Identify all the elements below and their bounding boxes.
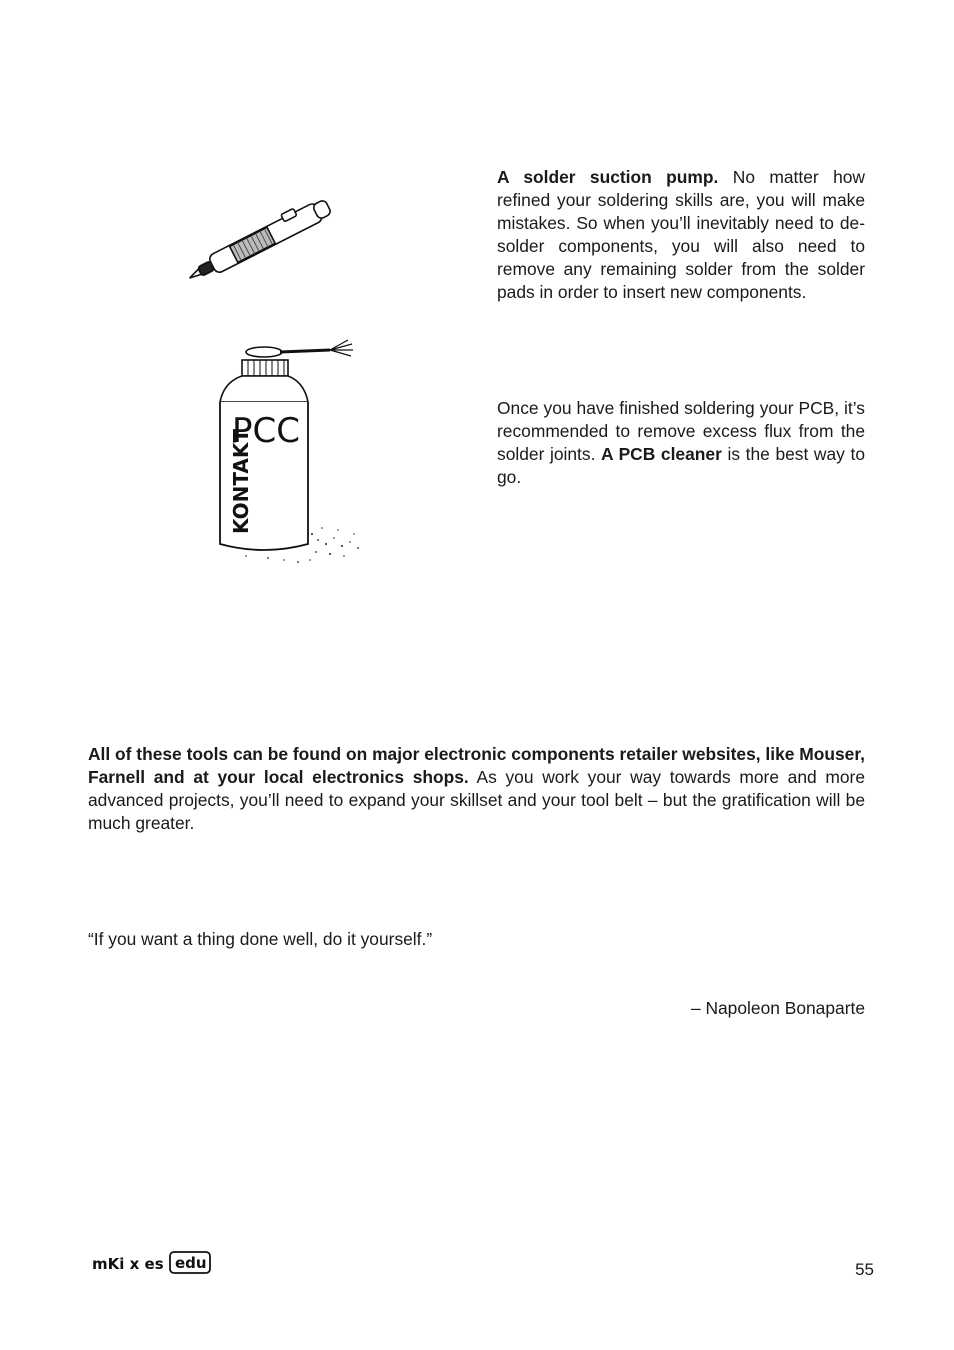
solder-pump-heading: A solder suction pump. bbox=[497, 167, 719, 187]
solder-pump-paragraph bbox=[497, 166, 865, 304]
footer-logo bbox=[92, 1250, 214, 1276]
pcb-cleaner-paragraph bbox=[497, 397, 865, 489]
pcb-cleaner-bold: A PCB cleaner bbox=[601, 444, 722, 464]
logo-text: mKi x es bbox=[92, 1255, 164, 1273]
solder-pump-text: No matter how refined your soldering skills are, you will make mistakes. So when you’ll inevitably need to de-solder components, you will also need to remove any remaining solder from the solder pads in order to insert new components. bbox=[497, 167, 865, 302]
tools-bold-lead: All of these tools can be found on major electronic components retailer websites, like Mouser, Farnell and at your local electronics shops. bbox=[88, 744, 865, 787]
tools-text: As you work your way towards more and more advanced projects, you’ll need to expand your skillset and your tool belt – but the gratification will be much greater. bbox=[88, 767, 866, 833]
quote-text: “If you want a thing done well, do it yourself.” bbox=[88, 929, 433, 949]
tools-paragraph bbox=[88, 743, 865, 835]
pcb-cleaner-text-after: is the best way to go. bbox=[497, 444, 865, 487]
quote-attribution: – Napoleon Bonaparte bbox=[690, 998, 865, 1018]
pcb-cleaner-text-before: Once you have finished soldering your PCB, it’s recommended to remove excess flux from the solder joints. bbox=[497, 398, 865, 464]
page-number: 55 bbox=[855, 1260, 874, 1279]
logo-edu-text: edu bbox=[175, 1254, 207, 1272]
solder-pump-drawing bbox=[178, 196, 350, 282]
solder-pump-illustration bbox=[178, 196, 350, 282]
pcb-cleaner-can-drawing bbox=[198, 330, 378, 586]
can-label-pcc: PCC bbox=[232, 411, 300, 451]
can-label-kontakt: KONTAKT bbox=[229, 428, 253, 534]
logo-mark bbox=[92, 1250, 214, 1276]
pcb-cleaner-can-illustration bbox=[198, 330, 378, 586]
